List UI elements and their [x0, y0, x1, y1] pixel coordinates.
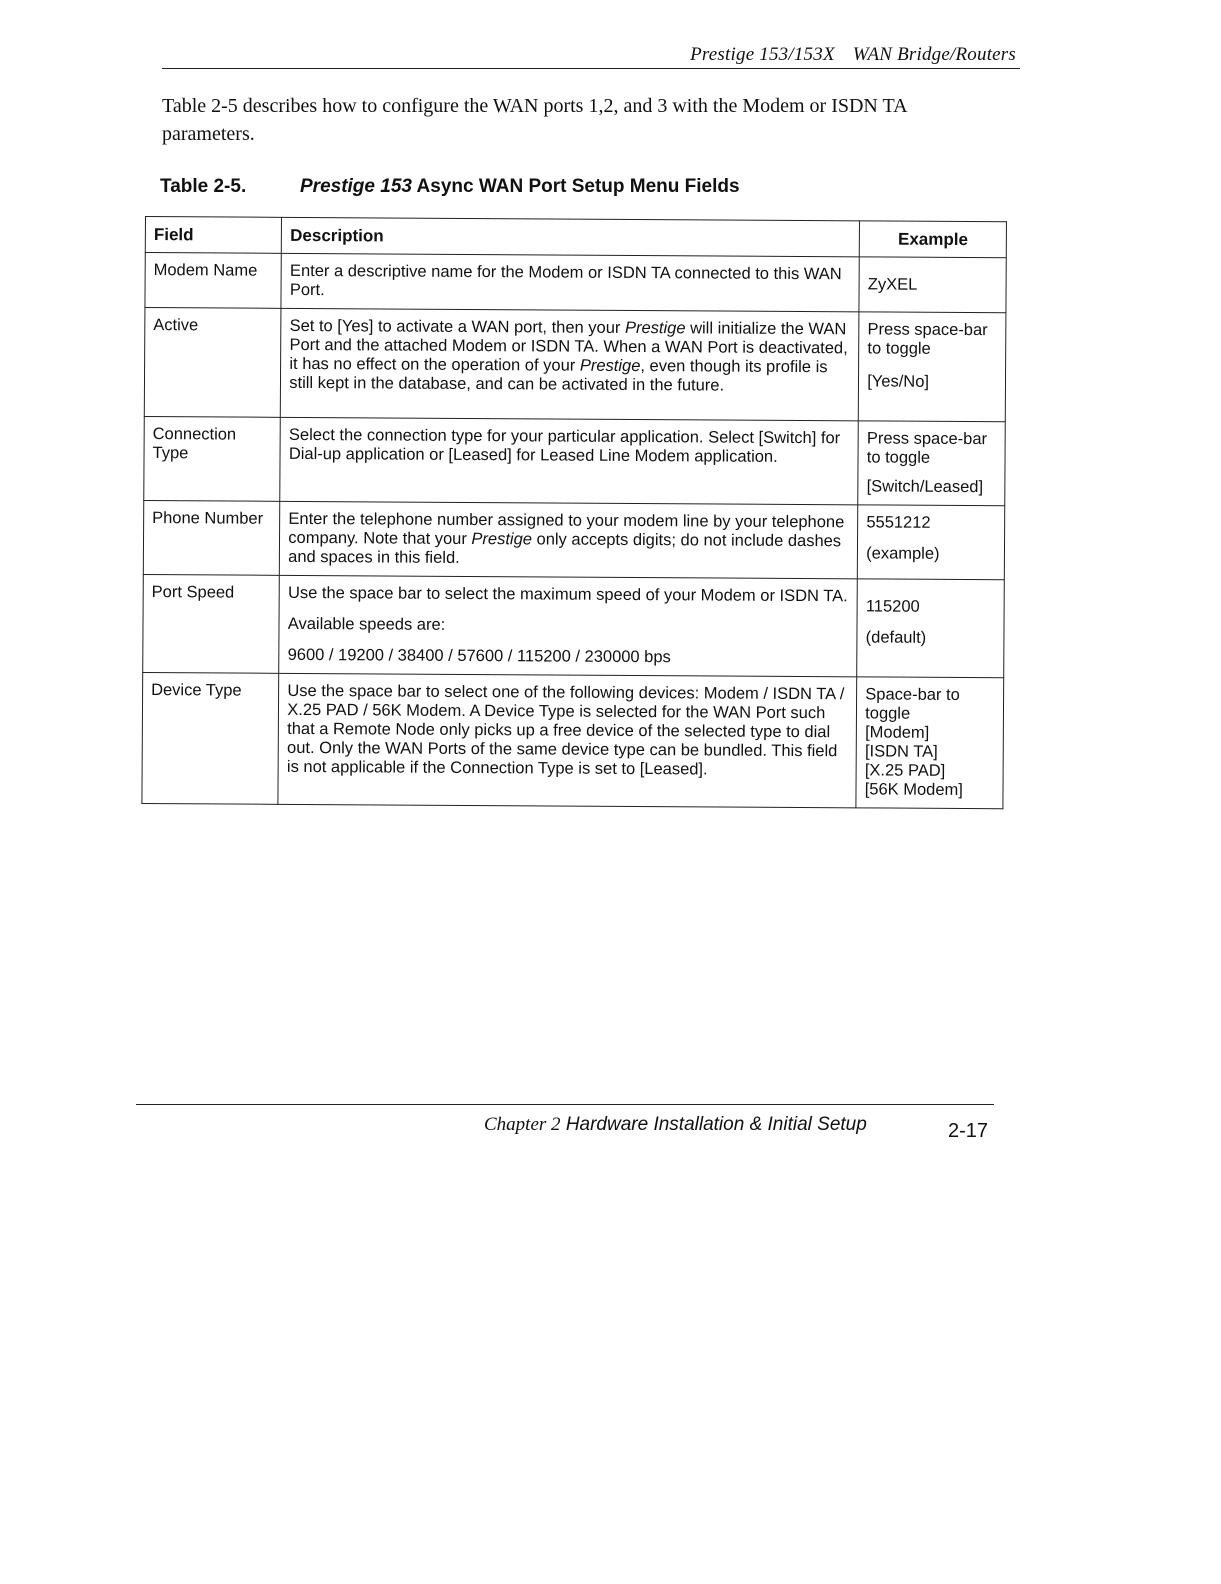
- running-footer: [484, 1114, 867, 1136]
- table-title-rest: Async WAN Port Setup Menu Fields: [411, 176, 740, 197]
- example-text: [ISDN TA]: [864, 742, 938, 761]
- row-description: [281, 253, 859, 312]
- description-text: Enter a descriptive name for the Modem or ISDN TA connected to this WAN Port.: [289, 261, 842, 300]
- header-field: Field: [145, 217, 282, 254]
- running-header: [690, 44, 1016, 66]
- row-example: [858, 421, 1005, 506]
- row-field: Port Speed: [143, 574, 280, 673]
- page-number: 2-17: [948, 1120, 989, 1142]
- row-description: [280, 501, 858, 579]
- example-text: 115200: [865, 597, 920, 616]
- description-text: Use the space bar to select one of the following devices: Modem / ISDN TA / X.25 PAD / 56K Modem. A Device Type is selected for the WAN Port such that a Remote Node only picks up a free device of the selected type to dial out. Only the WAN Ports of the same device type can be bundled. This field is not applicable if the Connection Type is set to [Leased].: [286, 681, 845, 779]
- header-subtitle: WAN Bridge/Routers: [852, 44, 1016, 65]
- example-text: toggle: [865, 704, 911, 723]
- row-example: [858, 312, 1005, 422]
- row-description: [280, 417, 858, 505]
- example-text: Press space-bar: [867, 320, 988, 340]
- table-row: [144, 416, 1005, 505]
- row-field: Active: [144, 308, 281, 418]
- description-text: Select the connection type for your particular application. Select [Switch] for Dial-up application or [Leased] for Leased Line Modem application.: [288, 425, 841, 466]
- example-text: (default): [865, 628, 927, 647]
- row-description: [278, 673, 857, 808]
- example-text: [Switch/Leased]: [866, 477, 984, 497]
- example-text: [X.25 PAD]: [864, 761, 946, 780]
- row-field: Modem Name: [145, 253, 282, 309]
- description-text: Use the space bar to select the maximum speed of your Modem or ISDN TA.: [287, 583, 848, 606]
- footer-rule: [136, 1104, 994, 1105]
- header-description: Description: [282, 217, 860, 257]
- description-text: Available speeds are:: [287, 614, 446, 634]
- row-description: [281, 308, 860, 421]
- table-header-row: [145, 217, 1006, 258]
- example-text: [Yes/No]: [867, 372, 930, 391]
- row-field: Phone Number: [143, 500, 280, 575]
- example-text: to toggle: [866, 448, 931, 467]
- footer-section: Hardware Installation & Initial Setup: [565, 1114, 867, 1135]
- row-example: [857, 579, 1004, 678]
- row-example: [858, 505, 1005, 580]
- row-example: [859, 257, 1006, 313]
- table-row: [142, 672, 1004, 808]
- example-text: [Modem]: [865, 723, 930, 742]
- description-text: Enter the telephone number assigned to your modem line by your telephone company. Note that your Prestige only accepts digits; do not include dashes and spaces in this field.: [288, 509, 845, 567]
- example-text: Press space-bar: [866, 429, 988, 449]
- example-text: to toggle: [867, 339, 931, 358]
- table-title-italic: Prestige 153: [300, 176, 412, 197]
- product-name: Prestige: [624, 318, 686, 338]
- row-example: [856, 677, 1004, 809]
- product-name: Prestige: [471, 530, 533, 549]
- header-example: Example: [859, 221, 1006, 258]
- intro-paragraph: Table 2-5 describes how to configure the WAN ports 1,2, and 3 with the Modem or ISDN TA parameters.: [162, 95, 907, 145]
- table-row: [144, 308, 1006, 422]
- description-text: Set to [Yes] to activate a WAN port, then your Prestige will initialize the WAN Port and the attached Modem or ISDN TA. When a WAN Port is deactivated, it has no effect on the operation of your Prestige, even though its profile is still kept in the database, and can be activated in the future.: [289, 316, 848, 395]
- product-name: Prestige: [579, 356, 641, 376]
- row-description: [279, 575, 858, 677]
- wan-port-setup-table: [141, 216, 1007, 809]
- example-text: [56K Modem]: [864, 780, 963, 800]
- example-text: Space-bar to: [865, 685, 960, 704]
- example-text: 5551212: [866, 513, 931, 532]
- header-rule: [162, 68, 1020, 69]
- row-field: Device Type: [142, 672, 279, 804]
- row-field: Connection Type: [144, 416, 281, 501]
- table-row: [143, 574, 1005, 677]
- table-number: Table 2-5.: [160, 176, 247, 197]
- table-row: [143, 500, 1004, 579]
- header-product: Prestige 153/153X: [690, 44, 835, 65]
- footer-chapter: Chapter 2: [484, 1114, 561, 1135]
- example-text: ZyXEL: [867, 274, 918, 294]
- table-row: [145, 253, 1006, 313]
- description-text: 9600 / 19200 / 38400 / 57600 / 115200 / 230000 bps: [287, 645, 671, 667]
- table-caption: [160, 176, 740, 198]
- example-text: (example): [866, 544, 940, 563]
